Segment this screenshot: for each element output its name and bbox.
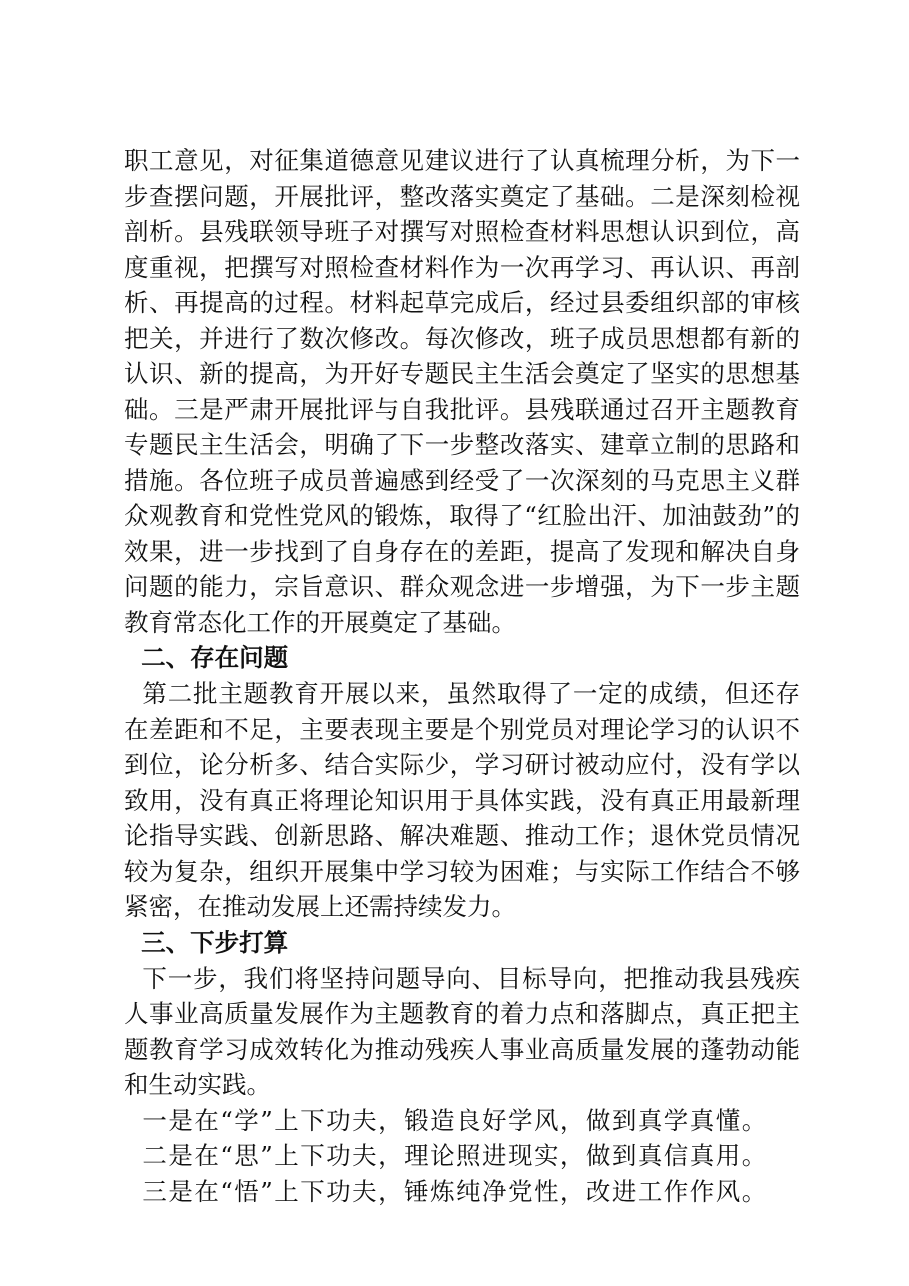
list-item-study: 一是在“学”上下功夫，锻造良好学风，做到真学真懂。 (142, 1105, 768, 1135)
paragraph-next-steps: 下一步，我们将坚持问题导向、目标导向，把推动我县残疾人事业高质量发展作为主题教育的着力点和落脚点，真正把主题教育学习成效转化为推动残疾人事业高质量发展的蓬勃动能和生动实践。 (124, 963, 800, 1099)
heading-existing-problems: 二、存在问题 (141, 643, 289, 672)
list-item-realize: 三是在“悟”上下功夫，锤炼纯净党性，改进工作作风。 (142, 1176, 768, 1206)
paragraph-existing-problems: 第二批主题教育开展以来，虽然取得了一定的成绩，但还存在差距和不足，主要表现主要是个别党员对理论学习的认识不到位，论分析多、结合实际少，学习研讨被动应付，没有学以致用，没有真正将理论知识用于具体实践，没有真正用最新理论指导实践、创新思路、解决难题、推动工作；退休党员情况较为复杂，组织开展集中学习较为困难；与实际工作结合不够紧密，在推动发展上还需持续发力。 (124, 679, 800, 921)
heading-next-steps: 三、下步打算 (141, 927, 289, 957)
list-item-think: 二是在“思”上下功夫，理论照进现实，做到真信真用。 (142, 1141, 768, 1170)
document-page (124, 143, 800, 1209)
paragraph-work-summary: 职工意见，对征集道德意见建议进行了认真梳理分析，为下一步查摆问题，开展批评，整改落实奠定了基础。二是深刻检视剖析。县残联领导班子对撰写对照检查材料思想认识到位，高度重视，把撰写对照检查材料作为一次再学习、再认识、再剖析、再提高的过程。材料起草完成后，经过县委组织部的审核把关，并进行了数次修改。每次修改，班子成员思想都有新的认识、新的提高，为开好专题民主生活会奠定了坚实的思想基础。三是严肃开展批评与自我批评。县残联通过召开主题教育专题民主生活会，明确了下一步整改落实、建章立制的思路和措施。各位班子成员普遍感到经受了一次深刻的马克思主义群众观教育和党性党风的锻炼，取得了“红脸出汗、加油鼓劲”的效果，进一步找到了自身存在的差距，提高了发现和解决自身问题的能力，宗旨意识、群众观念进一步增强，为下一步主题教育常态化工作的开展奠定了基础。 (124, 146, 800, 637)
